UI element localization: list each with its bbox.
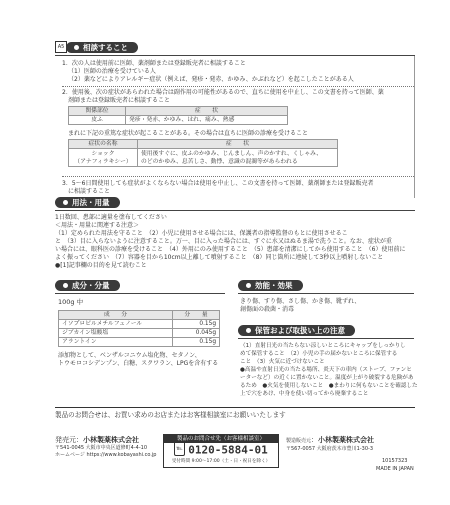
consult-item1-line2: （1）医師の治療を受けている人 [68, 68, 156, 75]
symptom-desc-line2: のどのかゆみ、息苦しさ、動悸、意識の混濁等があらわれる [141, 158, 298, 165]
consult-item3-line1: 3．5～6日間使用しても症状がよくならない場合は使用を中止し、この文書を持って医師、薬剤師または登録販売者 [62, 180, 374, 187]
made-in: MADE IN JAPAN [376, 466, 414, 472]
storage-line-1: （1）直射日光の当たらない涼しいところにキャップをしっかりし [240, 343, 406, 349]
contact-hours: 受付時間 9:00～17:00（土・日・祝日を除く） [171, 459, 271, 464]
free-dial-icon: ℡ [174, 441, 184, 456]
table-cell [69, 149, 138, 167]
table-header-row [59, 311, 220, 320]
contact-label: 製品のお問合せ先（お客様相談室） [164, 435, 278, 443]
storage-line-4: ●高温や直射日光の当たる場所、炎天下の車内（ストーブ、ファンヒ [240, 367, 412, 373]
usage-title: 用法・用量 [72, 198, 110, 207]
maker-line [286, 436, 416, 446]
maker-separator: ： [311, 436, 319, 444]
storage-line-6: るため ●火気を使用しないこと ●まわりに何もないことを確認した [240, 383, 418, 389]
contact-box [163, 434, 279, 468]
additives-line-1: 添加物として、ベンザルコニウム塩化物、セタノン、 [58, 352, 201, 359]
consult-item2-line1: 2．使用後、次の症状があらわれた場合は副作用の可能性があるので、直ちに使用を中止し、この文書を持って医師、薬 [62, 89, 384, 96]
table-cell: イソプロピルメチルフェノール [59, 320, 173, 329]
table-cell: 0.15g [173, 338, 220, 347]
ingredients-title: 成分・分量 [72, 281, 110, 290]
table-cell: 0.15g [173, 320, 220, 329]
seller-name: 小林製薬株式会社 [83, 436, 139, 444]
consult-item1-line3: （2）薬などによりアレルギー症状（例えば、発疹・発赤、かゆみ、かぶれなど）を起こしたことがある人 [68, 76, 354, 83]
ingredients-heading [55, 280, 120, 291]
usage-line-7: ●[1]記事欄の目的を見て読むこと [55, 262, 147, 269]
table-header-cell: 症状の名称 [69, 140, 138, 149]
usage-line-2: ＜用法・用量に関連する注意＞ [55, 222, 140, 229]
seller-label: 発売元 [55, 436, 76, 444]
efficacy-title: 効能・効果 [255, 281, 293, 290]
usage-line-6: よく振ってください （7）容器を目から10cm以上離して噴射すること （8）同じ箇所に連続して3秒以上噴射しないこと [55, 254, 384, 261]
heading-bullet-icon [246, 283, 251, 288]
table-cell: 0.045g [173, 329, 220, 338]
phone-number[interactable] [164, 443, 278, 458]
consult-item3-line2: に相談すること [68, 188, 111, 195]
footer-rule [55, 407, 415, 408]
seller-line [55, 436, 160, 445]
usage-line-3: （1）定められた用法を守ること （2）小児に使用させる場合には、保護者の指導監督のもとに使用させるこ [55, 230, 348, 237]
storage-line-5: ーターなど）の近くに置かないこと。温度が上がり破裂する危険があ [240, 375, 414, 381]
table-cell [138, 149, 338, 167]
ingredients-heading-rule [55, 293, 225, 294]
homepage-link[interactable]: ホームページ https://www.kobayashi.co.jp [55, 452, 157, 458]
usage-line-1: 1日数回、患部に適量を塗布してください [55, 214, 167, 221]
storage-heading-rule [238, 338, 414, 339]
table-cell: 発疹・発赤、かゆみ、はれ、痛み、熱感 [126, 116, 288, 125]
table-cell: ジブカイン塩酸塩 [59, 329, 173, 338]
table-row [59, 338, 220, 347]
consult-item2-line2: 剤師または登録販売者に相談すること [68, 97, 171, 104]
efficacy-line-1: きり傷、すり傷、さし傷、かき傷、靴ずれ、 [240, 298, 361, 305]
product-code: 10157323 [382, 458, 408, 464]
symptom-desc-line1: 使用後すぐに、皮ふのかゆみ、じんましん、声のかすれ、くしゃみ、 [141, 150, 323, 157]
usage-heading-rule [55, 210, 415, 211]
additives-line-2: トウモロコシデンプン、白糖、スクワラン、LPGを含有する [58, 360, 219, 367]
maker-block [286, 436, 416, 453]
table-header-cell: 症 状 [126, 107, 288, 116]
heading-bullet-icon [246, 328, 251, 333]
table-header-cell: 症 状 [138, 140, 338, 149]
storage-title: 保管および取扱い上の注意 [255, 326, 345, 335]
consult-box-right-edge [414, 56, 415, 198]
storage-line-3: こと （3）火気に近づけないこと [240, 359, 325, 365]
inquiry-note: 製品のお問合せは、お買い求めのお店またはお客様相談室にお願いいたします [55, 411, 286, 419]
maker-label: 製造販売元 [286, 438, 312, 444]
symptom-name-line1: ショック [91, 150, 115, 157]
table-row [59, 329, 220, 338]
heading-bullet-icon [63, 283, 68, 288]
storage-line-7: 上で穴をあけ、中身を使い切ってから廃棄すること [240, 391, 369, 397]
serious-symptom-table [68, 139, 338, 167]
table-header-row [69, 140, 338, 149]
table-cell: アラントイン [59, 338, 173, 347]
table-header-cell: 分 量 [173, 311, 220, 320]
storage-line-2: めて保管すること （2）小児の手の届かないところに保管する [240, 351, 398, 357]
heading-bullet-icon [74, 45, 79, 50]
consult-title: 相談すること [83, 43, 128, 52]
usage-heading [55, 197, 120, 208]
table-header-cell: 関係部位 [69, 107, 126, 116]
consult-heading [66, 42, 138, 53]
seller-address: 〒541-0045 大阪市中央区道修町4-4-10 [55, 445, 147, 451]
heading-bullet-icon [63, 200, 68, 205]
symptom-name-line2: （アナフィラキシー） [74, 158, 132, 165]
consult-rare-note: まれに下記の重篤な症状が起こることがある。その場合は直ちに医師の診療を受けること [68, 130, 309, 137]
usage-line-5: い場合には、眼科医の診療を受けること （4）外用にのみ使用すること （5）患部を清潔にしてから使用すること （6）使用前に [55, 246, 406, 253]
usage-line-4: と （3）目に入らないように注意すること。万一、目に入った場合には、すぐに水又はぬるま湯で洗うこと。なお、症状が重 [55, 238, 392, 245]
consult-section-icon: A5 [55, 41, 67, 53]
phone-digits: 0120-5884-01 [188, 443, 268, 457]
storage-heading [238, 325, 355, 336]
ingredients-table [58, 310, 220, 347]
efficacy-heading [238, 280, 303, 291]
table-row [69, 149, 338, 167]
table-header-row [69, 107, 288, 116]
side-effect-table [68, 106, 288, 125]
table-cell: 皮ふ [69, 116, 126, 125]
consult-divider-2 [62, 176, 414, 177]
consult-item1-line1: 1．次の人は使用前に医師、薬剤師または登録販売者に相談すること [62, 60, 246, 67]
ingredients-per: 100g 中 [58, 298, 84, 306]
consult-divider-1 [62, 86, 414, 87]
seller-block [55, 436, 160, 459]
consult-heading-rule [55, 55, 415, 56]
maker-address: 〒567-0057 大阪府茨木市豊川1-30-3 [286, 446, 373, 452]
maker-name: 小林製薬株式会社 [318, 436, 375, 444]
table-row [59, 320, 220, 329]
seller-separator: ： [76, 436, 83, 444]
table-row [69, 116, 288, 125]
efficacy-line-2: 創傷面の殺菌・消毒 [240, 306, 295, 313]
table-header-cell: 成 分 [59, 311, 173, 320]
efficacy-heading-rule [238, 293, 414, 294]
